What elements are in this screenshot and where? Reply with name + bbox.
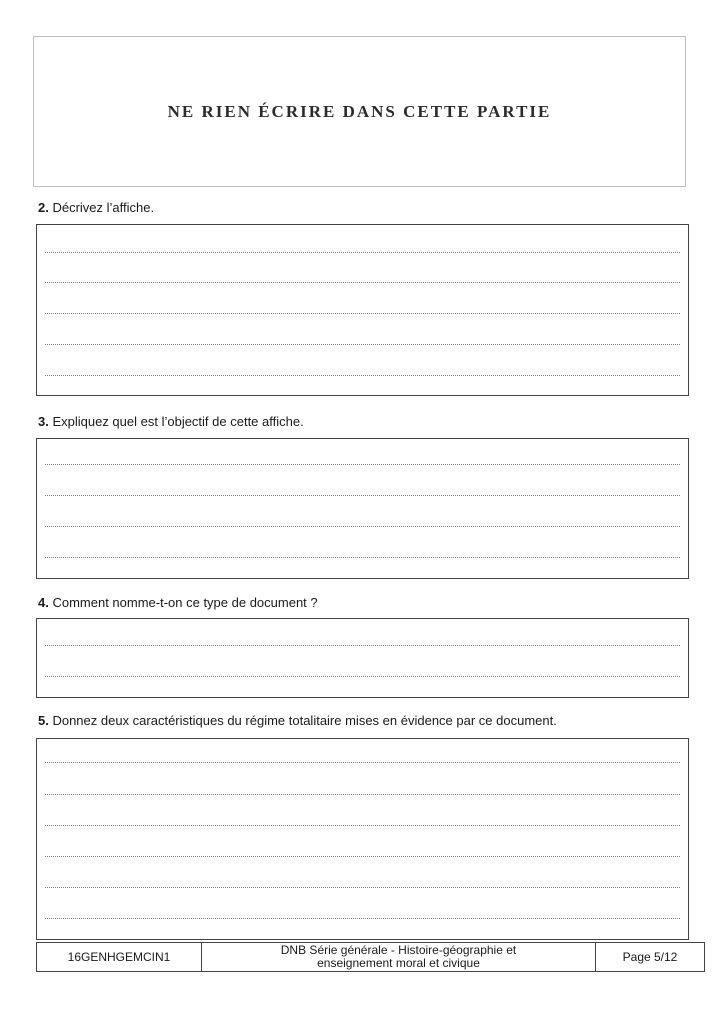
question-3-number: 3.	[38, 414, 49, 429]
answer-line	[45, 526, 680, 527]
exam-title	[202, 943, 596, 971]
question-4	[38, 595, 318, 610]
answer-line	[45, 676, 680, 677]
reserved-area-notice: NE RIEN ÉCRIRE DANS CETTE PARTIE	[167, 101, 552, 121]
question-4-number: 4.	[38, 595, 49, 610]
answer-line	[45, 464, 680, 465]
question-2-text: Décrivez l’affiche.	[48, 200, 155, 215]
answer-line	[45, 794, 680, 795]
answer-line	[45, 645, 680, 646]
reserved-area	[33, 36, 686, 187]
answer-line	[45, 252, 680, 253]
question-5-number: 5.	[38, 713, 49, 728]
answer-line	[45, 887, 680, 888]
answer-box-2[interactable]	[36, 224, 689, 396]
answer-box-5[interactable]	[36, 738, 689, 940]
question-3	[38, 414, 304, 429]
question-5	[38, 713, 557, 728]
answer-line	[45, 282, 680, 283]
answer-line	[45, 856, 680, 857]
question-5-text: Donnez deux caractéristiques du régime totalitaire mises en évidence par ce document.	[48, 713, 557, 728]
answer-line	[45, 375, 680, 376]
question-2-number: 2.	[38, 200, 49, 215]
answer-line	[45, 495, 680, 496]
answer-line	[45, 557, 680, 558]
answer-line	[45, 762, 680, 763]
answer-line	[45, 313, 680, 314]
answer-box-3[interactable]	[36, 438, 689, 579]
question-2	[38, 200, 154, 215]
answer-line	[45, 344, 680, 345]
page-number: Page 5/12	[622, 950, 678, 964]
exam-title-line1: DNB Série générale - Histoire-géographie et	[280, 943, 517, 957]
question-3-text: Expliquez quel est l’objectif de cette affiche.	[48, 414, 304, 429]
page-footer	[36, 942, 705, 972]
exam-title-line2: enseignement moral et civique	[317, 956, 480, 970]
answer-box-4[interactable]	[36, 618, 689, 698]
exam-code: 16GENHGEMCIN1	[37, 943, 202, 971]
answer-line	[45, 918, 680, 919]
question-4-text: Comment nomme-t-on ce type de document ?	[48, 595, 318, 610]
answer-line	[45, 825, 680, 826]
